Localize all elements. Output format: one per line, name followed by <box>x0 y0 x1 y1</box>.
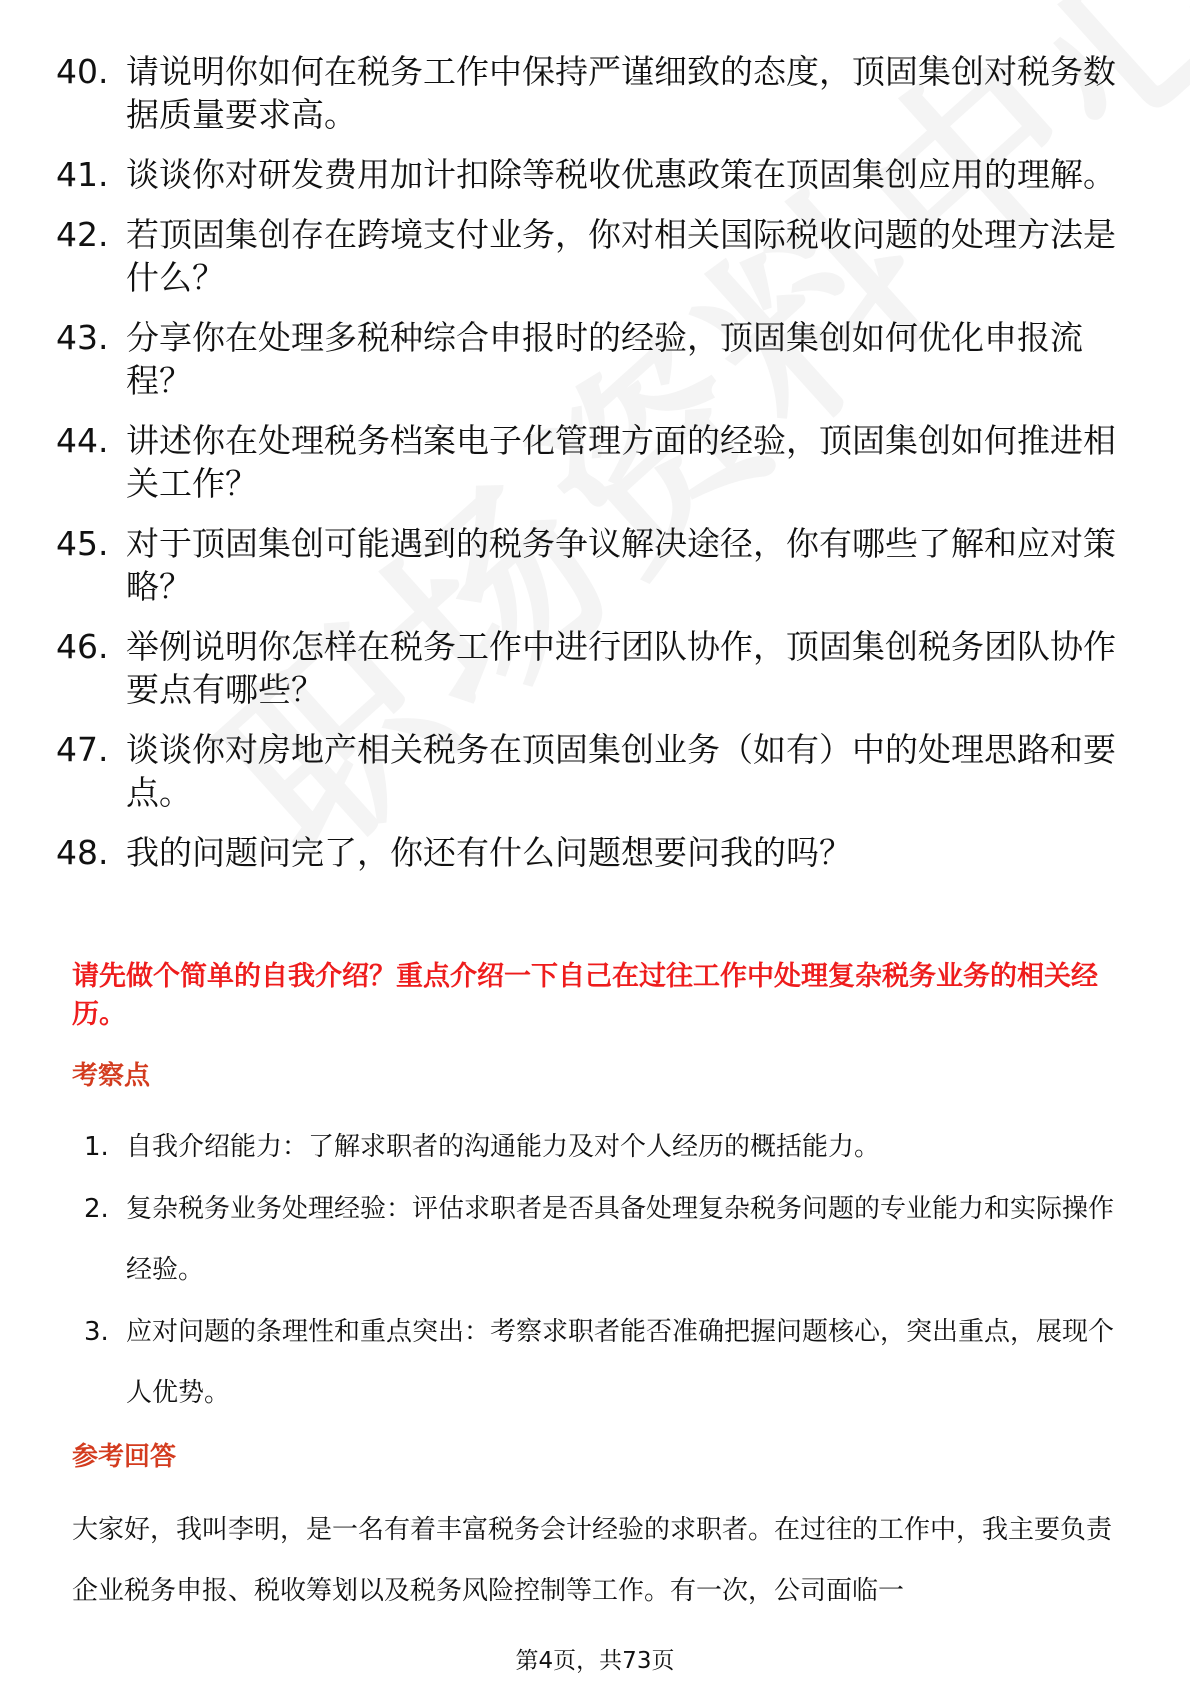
reference-answer-text: 大家好，我叫李明，是一名有着丰富税务会计经验的求职者。在过往的工作中，我主要负责企业税务申报、税收筹划以及税务风险控制等工作。有一次，公司面临一 <box>72 1515 1113 1606</box>
question-list <box>56 50 1116 891</box>
question-text: 我的问题问完了，你还有什么问题想要问我的吗？ <box>126 833 852 872</box>
question-text: 请说明你如何在税务工作中保持严谨细致的态度，顶固集创对税务数据质量要求高。 <box>126 52 1116 134</box>
question-text: 分享你在处理多税种综合申报时的经验，顶固集创如何优化申报流程？ <box>126 318 1083 400</box>
evaluation-point-number: 3. <box>84 1317 109 1347</box>
evaluation-point-text: 应对问题的条理性和重点突出：考察求职者能否准确把握问题核心，突出重点，展现个人优势。 <box>126 1317 1115 1408</box>
evaluation-point <box>84 1179 1124 1301</box>
question-item <box>56 831 1116 874</box>
question-number: 41. <box>56 155 109 194</box>
question-item <box>56 419 1116 505</box>
evaluation-point <box>84 1302 1124 1424</box>
question-number: 45. <box>56 524 109 563</box>
evaluation-points-label: 考察点 <box>72 1061 151 1091</box>
page-number: 第4页，共73页 <box>515 1648 675 1674</box>
question-number: 46. <box>56 627 109 666</box>
question-number: 40. <box>56 52 109 91</box>
question-text: 对于顶固集创可能遇到的税务争议解决途径，你有哪些了解和应对策略？ <box>126 524 1116 606</box>
question-text: 谈谈你对房地产相关税务在顶固集创业务（如有）中的处理思路和要点。 <box>126 730 1116 812</box>
question-text: 若顶固集创存在跨境支付业务，你对相关国际税收问题的处理方法是什么？ <box>126 215 1116 297</box>
question-number: 44. <box>56 421 109 460</box>
question-item <box>56 316 1116 402</box>
evaluation-point-text: 复杂税务业务处理经验：评估求职者是否具备处理复杂税务问题的专业能力和实际操作经验。 <box>126 1194 1115 1285</box>
question-number: 43. <box>56 318 109 357</box>
evaluation-point-number: 2. <box>84 1194 109 1224</box>
question-item <box>56 728 1116 814</box>
question-number: 42. <box>56 215 109 254</box>
evaluation-point <box>84 1117 1124 1178</box>
section-heading: 请先做个简单的自我介绍？重点介绍一下自己在过往工作中处理复杂税务业务的相关经历。 <box>72 961 1098 1030</box>
evaluation-point-text: 自我介绍能力：了解求职者的沟通能力及对个人经历的概括能力。 <box>126 1132 881 1162</box>
question-text: 讲述你在处理税务档案电子化管理方面的经验，顶固集创如何推进相关工作？ <box>126 421 1116 503</box>
reference-answer-label: 参考回答 <box>72 1442 177 1472</box>
question-item <box>56 50 1116 136</box>
question-item <box>56 153 1116 196</box>
question-item <box>56 625 1116 711</box>
question-item <box>56 213 1116 299</box>
question-item <box>56 522 1116 608</box>
evaluation-point-list <box>84 1117 1124 1425</box>
question-text: 谈谈你对研发费用加计扣除等税收优惠政策在顶固集创应用的理解。 <box>126 155 1116 194</box>
question-text: 举例说明你怎样在税务工作中进行团队协作，顶固集创税务团队协作要点有哪些？ <box>126 627 1116 709</box>
evaluation-point-number: 1. <box>84 1132 109 1162</box>
question-number: 47. <box>56 730 109 769</box>
question-number: 48. <box>56 833 109 872</box>
